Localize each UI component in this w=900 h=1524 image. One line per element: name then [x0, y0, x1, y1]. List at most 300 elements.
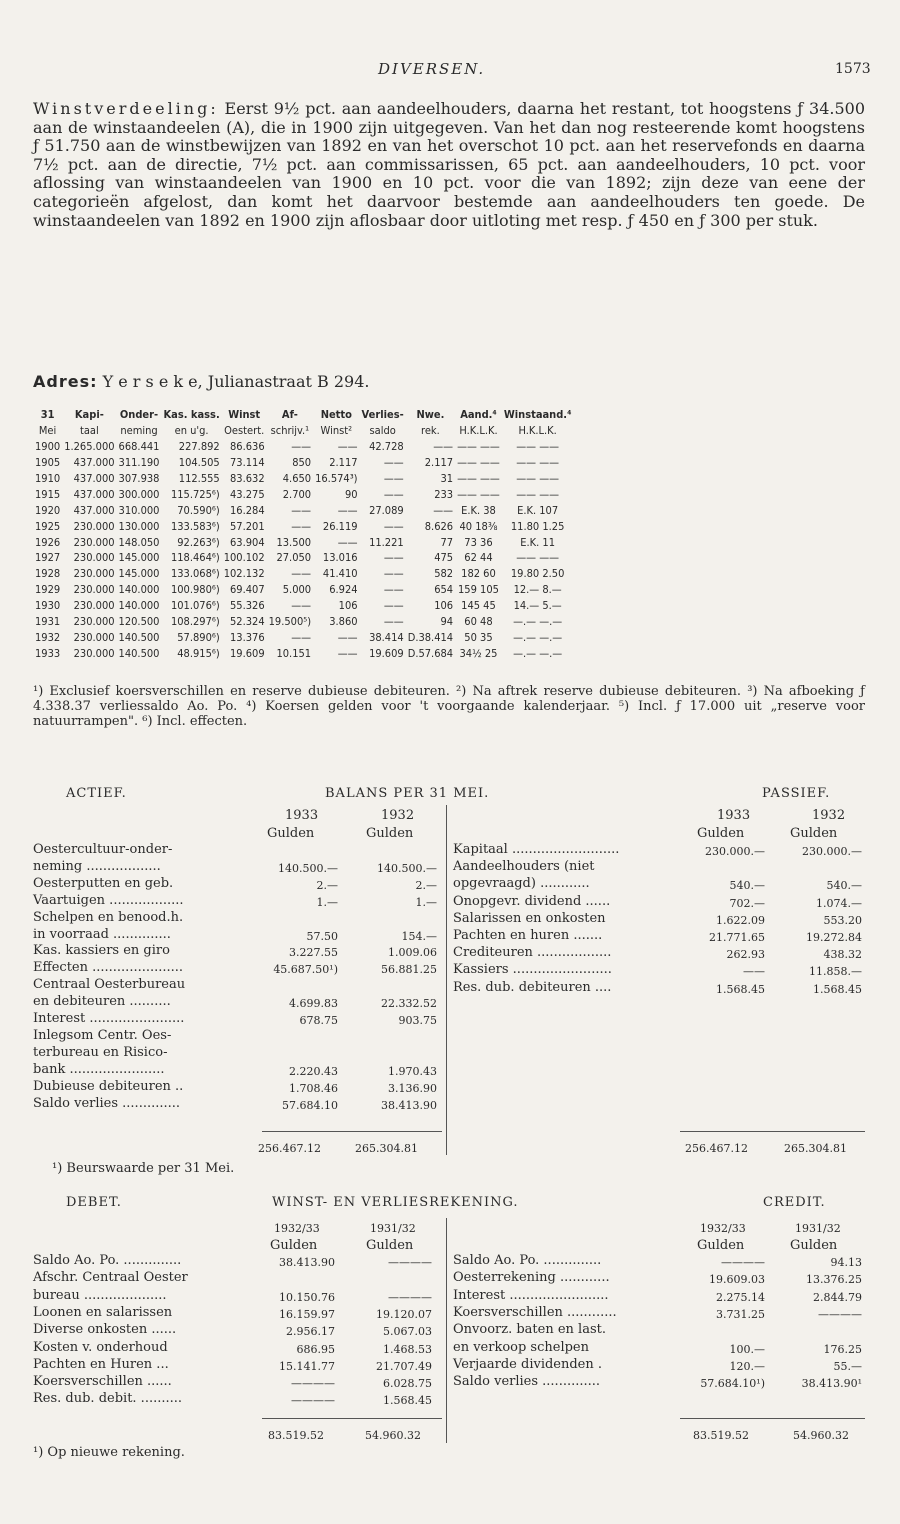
history-header-cell: Nwe.: [416, 408, 445, 422]
history-cell: 106: [338, 599, 358, 613]
credit-value-current: 120.—: [729, 1359, 765, 1373]
passief-value-previous: 1.074.—: [816, 896, 862, 910]
history-cell: 115.725⁶): [170, 487, 220, 501]
actief-value-current: 4.699.83: [289, 997, 338, 1011]
history-cell: D.38.414: [407, 630, 454, 644]
credit-value-current: 3.731.25: [716, 1307, 765, 1321]
passief-value-previous: 19.272.84: [806, 931, 862, 944]
history-cell: 437.000: [73, 456, 115, 470]
debet-value-current: 38.413.90: [279, 1256, 335, 1269]
history-header-cell: Winst: [228, 408, 261, 422]
credit-value-current: ————: [721, 1256, 765, 1269]
history-table: [33, 407, 573, 661]
debet-value-previous: 19.120.07: [376, 1307, 432, 1321]
pl-year-left-2: 1931/32: [370, 1222, 416, 1235]
history-row: [33, 471, 573, 487]
actief-label: Dubieuse debiteuren ..: [33, 1078, 184, 1094]
debet-value-current: 2.956.17: [286, 1325, 335, 1339]
history-cell: 38.414: [369, 630, 404, 644]
debet-value-current: 10.150.76: [279, 1290, 335, 1304]
debet-value-current: 16.159.97: [279, 1307, 335, 1321]
history-cell: E.K. 107: [517, 503, 559, 517]
credit-label: en verkoop schelpen: [453, 1339, 589, 1355]
history-cell: 2.117: [424, 456, 454, 470]
history-cell: 475: [434, 551, 454, 565]
balance-divider: [446, 805, 447, 1155]
history-cell: 1928: [35, 567, 61, 581]
history-cell: 850: [292, 456, 312, 470]
history-cell: 145.000: [118, 551, 160, 565]
history-cell: 120.500: [118, 615, 160, 629]
history-cell: 62 44: [464, 551, 493, 565]
debet-label: Afschr. Centraal Oester: [33, 1270, 188, 1286]
actief-value-current: 2.220.43: [289, 1064, 338, 1078]
history-row: [33, 486, 573, 502]
history-cell: 668.441: [118, 440, 160, 454]
credit-value-previous: 2.844.79: [813, 1290, 862, 1304]
history-cell: 86.636: [230, 440, 265, 454]
history-cell: E.K. 38: [461, 503, 496, 517]
credit-value-previous: 55.—: [833, 1359, 862, 1373]
history-cell: 311.190: [118, 456, 160, 470]
history-row: [33, 629, 573, 645]
history-cell: 5.000: [282, 583, 312, 597]
debet-label: Pachten en Huren ...: [33, 1356, 169, 1372]
credit-value-previous: 38.413.90¹: [801, 1377, 862, 1391]
history-cell: 57.201: [230, 519, 265, 533]
pl-year-right-1: 1932/33: [700, 1222, 746, 1235]
history-subheader-cell: Mei: [38, 424, 57, 438]
history-cell: —— ——: [516, 440, 559, 454]
history-cell: 1933: [35, 646, 61, 660]
history-header-cell: Netto: [320, 408, 352, 422]
history-cell: 31: [440, 472, 454, 485]
balance-total-rule-left: [262, 1131, 442, 1132]
actief-value-previous: 154.—: [401, 929, 437, 943]
history-cell: 52.324: [230, 615, 265, 629]
history-cell: 1.265.000: [64, 440, 115, 454]
history-row: [33, 614, 573, 630]
debet-value-current: ————: [291, 1394, 335, 1408]
history-cell: 140.500: [118, 630, 160, 644]
actief-value-previous: 903.75: [398, 1014, 437, 1027]
history-cell: 27.050: [276, 551, 312, 565]
history-cell: ——: [383, 567, 404, 581]
history-subheader-cell: schrijv.¹: [270, 424, 310, 438]
balance-year-right-2: 1932: [812, 808, 846, 823]
history-cell: —.— —.—: [513, 646, 563, 660]
passief-label: Res. dub. debiteuren ....: [453, 979, 612, 995]
credit-value-current: 57.684.10¹): [700, 1377, 765, 1391]
history-cell: 63.904: [230, 535, 265, 549]
history-cell: ——: [291, 567, 312, 581]
history-row: [33, 518, 573, 534]
history-cell: 4.650: [282, 472, 312, 485]
history-cell: ——: [383, 615, 404, 629]
history-cell: 106: [434, 599, 454, 613]
passief-label: Salarissen en onkosten: [453, 910, 606, 926]
address-line: [33, 372, 370, 391]
pl-total-right-b: 54.960.32: [793, 1429, 849, 1442]
pl-year-left-1: 1932/33: [274, 1222, 320, 1235]
passief-value-current: 1.622.09: [716, 913, 765, 927]
history-subheader-cell: saldo: [369, 424, 396, 438]
actief-value-current: 140.500.—: [278, 861, 338, 875]
history-header-cell: Onder-: [119, 408, 159, 422]
history-cell: 233: [434, 487, 454, 501]
history-cell: 118.464⁶): [170, 551, 220, 565]
passief-value-current: ——: [743, 965, 765, 979]
debet-label: Kosten v. onderhoud: [33, 1339, 168, 1355]
history-cell: —— ——: [516, 456, 559, 470]
history-header-cell: Kapi-: [74, 408, 104, 422]
passief-value-previous: 553.20: [823, 913, 862, 927]
history-cell: ——: [337, 630, 358, 644]
actief-value-current: 57.50: [306, 929, 338, 943]
actief-value-current: 3.227.55: [289, 946, 338, 960]
history-cell: 16.284: [230, 503, 265, 517]
history-cell: 11.221: [369, 535, 404, 549]
history-cell: 230.000: [73, 567, 115, 581]
passief-value-previous: 438.32: [823, 948, 862, 962]
history-cell: ——: [383, 583, 404, 597]
history-cell: —.— —.—: [513, 615, 563, 629]
history-cell: 48.915⁶): [177, 646, 220, 660]
pl-credit-heading: CREDIT.: [763, 1195, 826, 1210]
history-cell: 230.000: [73, 551, 115, 565]
debet-value-current: ————: [291, 1377, 335, 1391]
history-header-row-2: [33, 423, 573, 439]
pl-total-left-a: 83.519.52: [268, 1429, 324, 1442]
running-header-title: DIVERSEN.: [378, 60, 486, 78]
history-cell: 73.114: [230, 456, 265, 470]
history-header-row-1: [33, 407, 573, 423]
history-cell: 13.016: [322, 551, 358, 565]
actief-label: neming ..................: [33, 858, 161, 874]
actief-value-current: 2.—: [316, 878, 338, 892]
credit-label: Verjaarde dividenden .: [453, 1356, 603, 1372]
history-footnotes: ¹) Exclusief koersverschillen en reserve dubieuse debiteuren. ²) Na aftrek reserve dubieuse debiteuren. ³) Na afboeking ƒ 4.338.37 verliessaldo Ao. Po. ⁴) Koersen gelden voor 't voorgaande kalenderjaar. ⁵) Incl. ƒ 17.000 uit „reserve voor natuurrampen". ⁶) Incl. effecten.: [33, 684, 865, 729]
history-cell: 230.000: [73, 630, 115, 644]
credit-label: Saldo Ao. Po. ..............: [453, 1253, 602, 1268]
history-cell: ——: [383, 456, 404, 470]
history-cell: 1932: [35, 630, 61, 644]
history-row: [33, 566, 573, 582]
history-cell: 11.80 1.25: [510, 519, 565, 533]
history-header-cell: Af-: [281, 408, 298, 422]
actief-label: in voorraad ..............: [33, 926, 171, 942]
history-subheader-cell: Winst²: [320, 424, 353, 438]
history-cell: 6.924: [329, 583, 358, 597]
balance-title: BALANS PER 31 MEI.: [325, 786, 490, 801]
actief-value-previous: 22.332.52: [381, 997, 437, 1011]
history-row: [33, 550, 573, 566]
history-cell: 307.938: [118, 472, 160, 485]
debet-value-previous: 6.028.75: [383, 1377, 432, 1391]
actief-label: en debiteuren ..........: [33, 994, 171, 1010]
balance-footnote: ¹) Beurswaarde per 31 Mei.: [52, 1161, 235, 1176]
history-cell: 1915: [35, 487, 61, 501]
history-cell: 159 105: [458, 583, 499, 597]
actief-value-previous: 38.413.90: [381, 1098, 437, 1112]
history-cell: 57.890⁶): [177, 630, 220, 644]
credit-label: Saldo verlies ..............: [453, 1374, 601, 1390]
debet-label: bureau ....................: [33, 1287, 167, 1303]
history-cell: 90: [344, 487, 358, 501]
history-subheader-cell: neming: [120, 424, 158, 438]
actief-label: Schelpen en benood.h.: [33, 909, 184, 925]
history-cell: ——: [383, 487, 404, 501]
history-cell: ——: [337, 646, 358, 660]
balance-actief-heading: ACTIEF.: [66, 786, 127, 801]
history-cell: 100.102: [223, 551, 265, 565]
balance-year-left-1: 1933: [285, 808, 319, 823]
passief-value-current: 21.771.65: [709, 931, 765, 944]
actief-label: Oesterputten en geb.: [33, 875, 174, 891]
history-cell: ——: [291, 599, 312, 613]
history-cell: 108.297⁶): [170, 615, 220, 629]
history-table-body: [33, 439, 573, 661]
history-cell: 1930: [35, 599, 61, 613]
history-cell: 1927: [35, 551, 61, 565]
credit-label: Koersverschillen ............: [453, 1304, 617, 1320]
actief-value-previous: 140.500.—: [377, 861, 437, 875]
balance-unit-right-2: Gulden: [790, 826, 838, 841]
paragraph-text: Eerst 9½ pct. aan aandeelhouders, daarna het restant, tot hoogstens ƒ 34.500 aan de winstaandeelen (A), die in 1900 zijn uitgegeven. Van het dan nog resteerende komt hoogstens ƒ 51.750 aan de winstbewijzen van 1892 en van het overschot 10 pct. aan het reservefonds en daarna 7½ pct. aan de directie, 7½ pct. aan commissarissen, 65 pct. aan aandeelhouders, 10 pct. voor aflossing van winstaandeelen van 1900 en 10 pct. voor die van 1892; zijn deze van eene der categorieën afgelost, dan komt het daarvoor bestemde aan aandeelhouders ten goede. De winstaandeelen van 1892 en 1900 zijn aflosbaar door uitloting met resp. ƒ 450 en ƒ 300 per stuk.: [33, 99, 865, 230]
debet-value-current: 686.95: [296, 1342, 335, 1356]
actief-value-current: 1.—: [316, 895, 338, 909]
history-row: [33, 439, 573, 455]
history-cell: 34½ 25: [459, 646, 498, 660]
history-cell: 133.583⁶): [170, 519, 220, 533]
history-cell: 1910: [35, 472, 61, 485]
history-cell: ——: [433, 503, 454, 517]
history-cell: 60 48: [464, 615, 493, 629]
balance-year-right-1: 1933: [717, 808, 751, 823]
history-subheader-cell: Oestert.: [224, 424, 265, 438]
actief-label: Interest .......................: [33, 1011, 185, 1026]
history-cell: 2.117: [329, 456, 358, 470]
history-cell: ——: [291, 440, 312, 454]
history-cell: 100.980⁶): [170, 583, 220, 597]
actief-label: Effecten ......................: [33, 960, 184, 976]
credit-label: Interest ........................: [453, 1287, 609, 1303]
history-row: [33, 455, 573, 471]
pl-total-left-b: 54.960.32: [365, 1429, 421, 1442]
history-cell: E.K. 11: [520, 535, 555, 549]
credit-label: Onvoorz. baten en last.: [453, 1322, 606, 1338]
history-cell: ——: [337, 535, 358, 549]
history-cell: 19.80 2.50: [510, 567, 565, 581]
history-cell: 300.000: [118, 487, 160, 501]
pl-total-rule-left: [262, 1418, 442, 1419]
balance-unit-right-1: Gulden: [697, 826, 745, 841]
history-header-cell: Verlies-: [361, 408, 404, 422]
passief-label: opgevraagd) ............: [453, 876, 590, 892]
debet-value-previous: 21.707.49: [376, 1359, 432, 1373]
history-cell: 654: [434, 583, 454, 597]
history-cell: 1931: [35, 615, 61, 629]
history-cell: ——: [383, 551, 404, 565]
debet-value-previous: ————: [388, 1256, 432, 1269]
debet-value-previous: 5.067.03: [383, 1325, 432, 1339]
balance-total-rule-right: [680, 1131, 865, 1132]
history-cell: 92.263⁶): [177, 535, 220, 549]
history-cell: 13.500: [276, 535, 312, 549]
pl-unit-left-1: Gulden: [270, 1238, 318, 1253]
page-number: 1573: [835, 61, 871, 77]
history-header-cell: Kas. kass.: [163, 408, 220, 422]
actief-label: Vaartuigen ..................: [33, 892, 184, 908]
history-cell: 69.407: [230, 583, 265, 597]
passief-label: Onopgevr. dividend ......: [453, 893, 611, 909]
history-cell: 1900: [35, 440, 61, 454]
address-value: Y e r s e k e, Julianastraat B 294.: [102, 372, 370, 391]
history-cell: 77: [440, 535, 454, 549]
history-cell: —— ——: [457, 456, 500, 470]
history-cell: 43.275: [230, 487, 265, 501]
pl-unit-right-1: Gulden: [697, 1238, 745, 1253]
history-cell: ——: [433, 440, 454, 454]
passief-value-previous: 540.—: [826, 879, 862, 893]
history-cell: 140.000: [118, 583, 160, 597]
history-cell: 73 36: [464, 535, 493, 549]
history-cell: ——: [383, 472, 404, 485]
pl-total-rule-right: [680, 1418, 865, 1419]
paragraph-label: Winstverdeeling:: [33, 99, 219, 118]
history-row: [33, 582, 573, 598]
pl-footnote: ¹) Op nieuwe rekening.: [33, 1445, 185, 1460]
history-cell: 26.119: [322, 519, 358, 533]
history-cell: 2.700: [282, 487, 312, 501]
history-cell: 19.500⁵): [268, 615, 312, 629]
history-cell: 14.— 5.—: [513, 599, 562, 613]
history-cell: 16.574³): [315, 472, 358, 485]
history-header-cell: 31: [40, 408, 55, 422]
credit-label: Oesterrekening ............: [453, 1270, 610, 1286]
history-cell: 148.050: [118, 535, 160, 549]
history-cell: ——: [337, 440, 358, 454]
history-subheader-cell: H.K.L.K.: [459, 424, 498, 438]
history-cell: 230.000: [73, 535, 115, 549]
actief-value-previous: 1.970.43: [388, 1064, 437, 1078]
history-cell: —— ——: [457, 487, 500, 501]
history-cell: 40 18⅜: [459, 519, 498, 533]
address-label: Adres:: [33, 372, 98, 391]
balance-total-left-1933: 256.467.12: [258, 1142, 321, 1155]
history-cell: —— ——: [516, 551, 559, 565]
history-cell: 1929: [35, 583, 61, 597]
credit-value-current: 19.609.03: [709, 1273, 765, 1287]
history-cell: 102.132: [223, 567, 265, 581]
passief-value-previous: 230.000.—: [802, 845, 862, 858]
history-cell: 230.000: [73, 599, 115, 613]
history-cell: —— ——: [457, 440, 500, 454]
history-header-cell: Winstaand.⁴: [503, 408, 572, 422]
actief-value-current: 57.684.10: [282, 1098, 338, 1112]
actief-value-previous: 1.—: [415, 895, 437, 909]
credit-value-current: 2.275.14: [716, 1290, 765, 1304]
passief-value-current: 540.—: [729, 879, 765, 893]
debet-value-previous: 1.568.45: [383, 1394, 432, 1408]
balance-total-left-1932: 265.304.81: [355, 1142, 418, 1155]
history-cell: 133.068⁶): [170, 567, 220, 581]
history-cell: ——: [337, 503, 358, 517]
actief-label: Inlegsom Centr. Oes-: [33, 1027, 172, 1043]
actief-value-current: 678.75: [299, 1014, 338, 1027]
history-cell: 10.151: [276, 646, 312, 660]
passief-label: Pachten en huren .......: [453, 928, 603, 943]
history-cell: 230.000: [73, 583, 115, 597]
balance-total-right-1932: 265.304.81: [784, 1142, 847, 1155]
history-subheader-cell: rek.: [421, 424, 440, 438]
history-cell: 437.000: [73, 503, 115, 517]
actief-value-current: 1.708.46: [289, 1081, 338, 1095]
history-cell: 1905: [35, 456, 61, 470]
actief-label: Centraal Oesterbureau: [33, 977, 186, 993]
history-cell: ——: [291, 503, 312, 517]
history-subheader-cell: H.K.L.K.: [518, 424, 557, 438]
pl-unit-right-2: Gulden: [790, 1238, 838, 1253]
debet-label: Koersverschillen ......: [33, 1374, 172, 1390]
history-cell: 1926: [35, 535, 61, 549]
pl-title: WINST- EN VERLIESREKENING.: [272, 1195, 519, 1210]
history-cell: —.— —.—: [513, 630, 563, 644]
passief-value-previous: 1.568.45: [813, 982, 862, 996]
credit-value-previous: 13.376.25: [806, 1273, 862, 1287]
history-cell: 140.000: [118, 599, 160, 613]
passief-value-current: 230.000.—: [705, 845, 765, 858]
history-cell: 145 45: [461, 599, 496, 613]
history-cell: ——: [383, 519, 404, 533]
history-cell: 130.000: [118, 519, 160, 533]
history-cell: 101.076⁶): [170, 599, 220, 613]
actief-value-previous: 1.009.06: [388, 946, 437, 960]
history-cell: 42.728: [369, 440, 404, 454]
credit-value-previous: 94.13: [830, 1256, 862, 1269]
history-row: [33, 645, 573, 661]
debet-label: Res. dub. debit. ..........: [33, 1391, 183, 1407]
debet-value-previous: ————: [388, 1290, 432, 1304]
actief-label: terbureau en Risico-: [33, 1044, 168, 1060]
debet-value-current: 15.141.77: [279, 1359, 335, 1373]
profit-distribution-paragraph: [33, 100, 865, 230]
history-row: [33, 598, 573, 614]
history-cell: 140.500: [118, 646, 160, 660]
history-cell: 230.000: [73, 519, 115, 533]
passief-value-previous: 11.858.—: [809, 965, 862, 979]
history-header-cell: Aand.⁴: [460, 408, 497, 422]
actief-label: bank .......................: [33, 1061, 165, 1077]
history-cell: 227.892: [178, 440, 220, 454]
history-cell: 145.000: [118, 567, 160, 581]
history-cell: 182 60: [461, 567, 496, 581]
debet-label: Diverse onkosten ......: [33, 1322, 177, 1338]
history-cell: 13.376: [230, 630, 265, 644]
history-cell: 8.626: [424, 519, 454, 533]
history-cell: 94: [440, 615, 454, 629]
history-subheader-cell: taal: [79, 424, 99, 438]
debet-label: Saldo Ao. Po. ..............: [33, 1253, 182, 1268]
pl-unit-left-2: Gulden: [366, 1238, 414, 1253]
passief-label: Kassiers ........................: [453, 962, 612, 978]
actief-value-current: 45.687.50¹): [273, 963, 338, 977]
history-cell: 112.555: [178, 472, 220, 485]
history-cell: 1920: [35, 503, 61, 517]
history-subheader-cell: en u'g.: [174, 424, 209, 438]
history-row: [33, 534, 573, 550]
history-cell: —— ——: [516, 472, 559, 485]
